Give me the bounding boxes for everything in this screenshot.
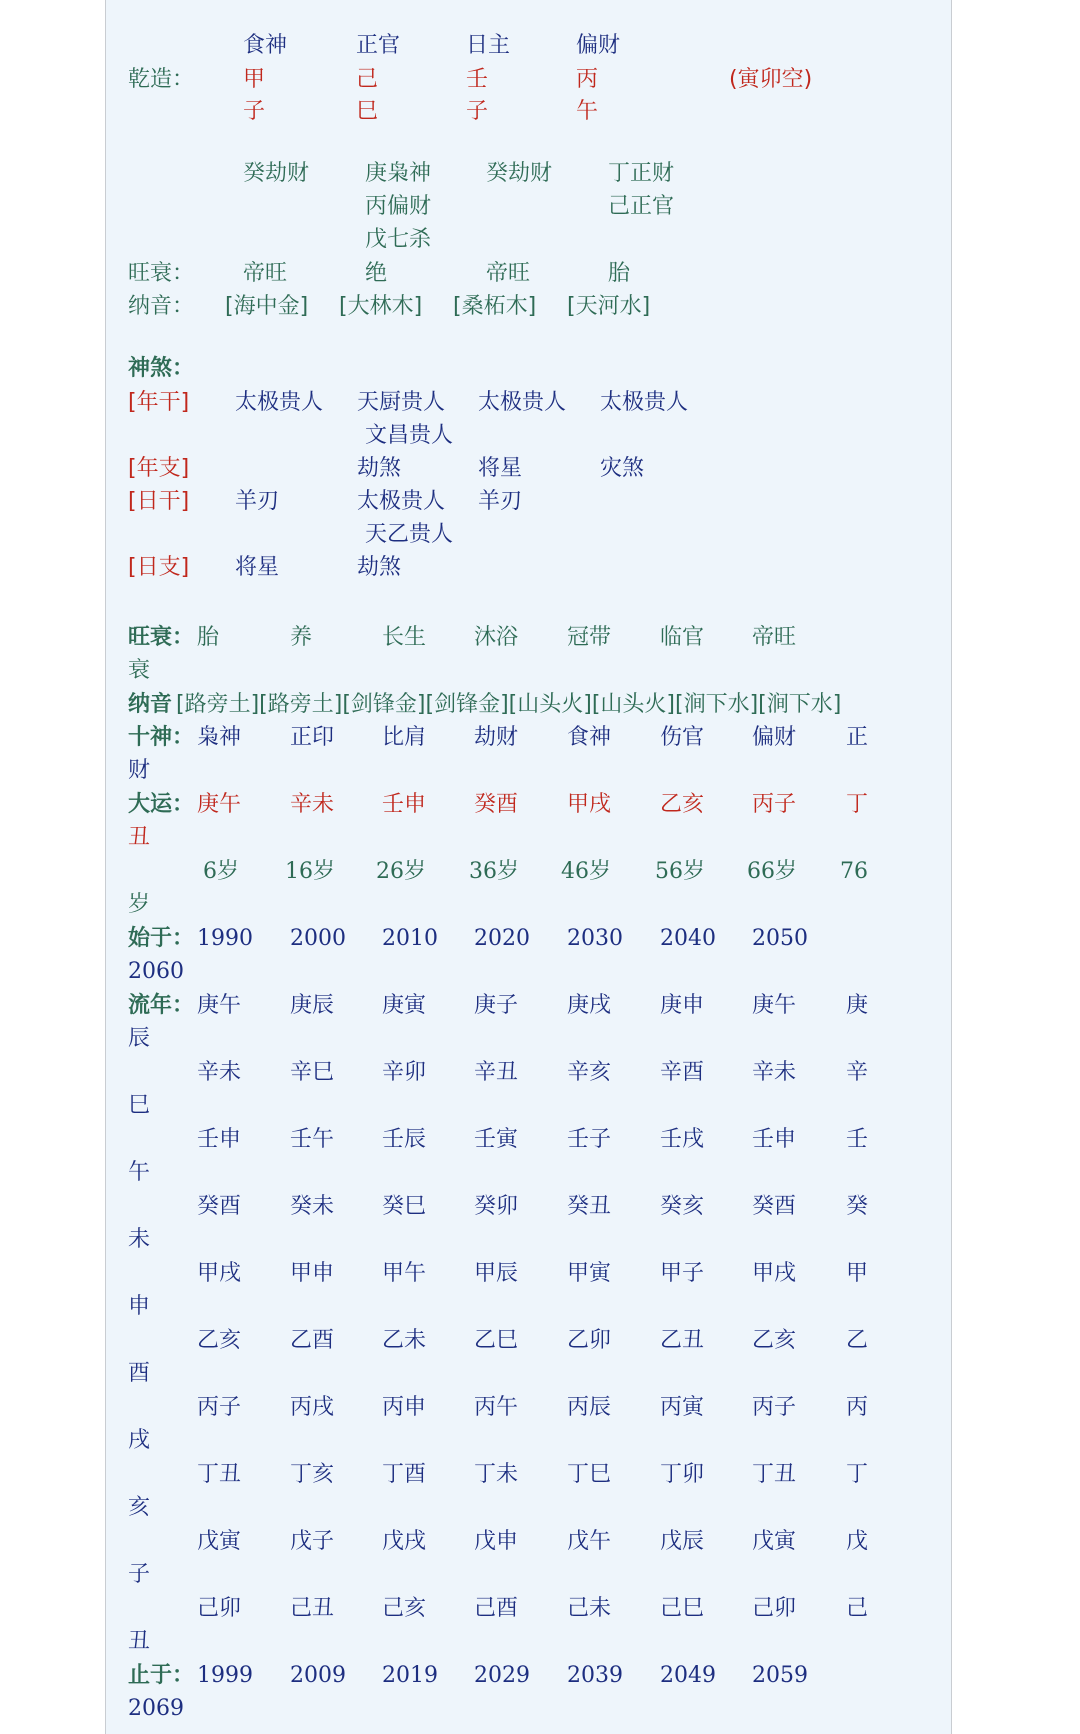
dy-end-4: 2039 (567, 1663, 623, 1688)
dy-shishen-7: 正 (846, 725, 869, 750)
tengod-1: 正官 (356, 33, 401, 58)
dy-wangshuai-0: 胎 (197, 625, 220, 650)
dy-start-5: 2040 (660, 926, 716, 951)
liunian-wrap-5: 酉 (128, 1361, 151, 1386)
liunian-5-5: 乙丑 (660, 1328, 705, 1353)
dy-dayun-6: 丙子 (752, 792, 797, 817)
liunian-9-0: 己卯 (197, 1596, 242, 1621)
liunian-7-1: 丁亥 (290, 1462, 335, 1487)
hidden-stem-0-0: 癸劫财 (243, 161, 310, 186)
nayin-3: [天河水] (567, 294, 651, 319)
dy-shishen-2: 比肩 (382, 725, 427, 750)
wangshuai-2: 帝旺 (486, 261, 531, 286)
dy-end-2: 2019 (382, 1663, 438, 1688)
liunian-wrap-8: 子 (128, 1562, 151, 1587)
liunian-3-6: 癸酉 (752, 1194, 797, 1219)
liunian-9-5: 己巳 (660, 1596, 705, 1621)
dy-dayun-3: 癸酉 (474, 792, 519, 817)
liunian-9-1: 己丑 (290, 1596, 335, 1621)
liunian-9-7: 己 (846, 1596, 869, 1621)
liunian-5-1: 乙酉 (290, 1328, 335, 1353)
dy-end-6: 2059 (752, 1663, 808, 1688)
dy-dayun-7: 丁 (846, 792, 869, 817)
stem-2: 壬 (466, 67, 489, 92)
dy-shishen-3: 劫财 (474, 725, 519, 750)
liunian-0-5: 庚申 (660, 993, 705, 1018)
hidden-stem-1-0: 庚枭神 (365, 161, 432, 186)
liunian-9-6: 己卯 (752, 1596, 797, 1621)
liunian-5-6: 乙亥 (752, 1328, 797, 1353)
shensha-item-3-0-1: 劫煞 (357, 555, 402, 580)
dy-age-2: 26岁 (376, 859, 426, 884)
dy-shishen-6: 偏财 (752, 725, 797, 750)
liunian-1-6: 辛未 (752, 1060, 797, 1085)
dy-nayin: [路旁土][路旁土][剑锋金][剑锋金][山头火][山头火][涧下水][涧下水] (176, 692, 842, 717)
liunian-7-7: 丁 (846, 1462, 869, 1487)
dy-dayun-wrap: 丑 (128, 825, 151, 850)
shensha-item-0-0-1: 天厨贵人 (357, 390, 446, 415)
dy-dayun-0: 庚午 (197, 792, 242, 817)
dy-shishen-label: 十神： (128, 725, 195, 750)
liunian-2-7: 壬 (846, 1127, 869, 1152)
liunian-0-4: 庚戌 (567, 993, 612, 1018)
shensha-label-2: [日干] (128, 489, 190, 514)
liunian-6-5: 丙寅 (660, 1395, 705, 1420)
liunian-4-7: 甲 (846, 1261, 869, 1286)
dy-nayin-label: 纳音 (128, 692, 173, 717)
liunian-2-4: 壬子 (567, 1127, 612, 1152)
dy-wangshuai-5: 临官 (660, 625, 705, 650)
liunian-wrap-6: 戌 (128, 1428, 151, 1453)
dy-wangshuai-3: 沐浴 (474, 625, 519, 650)
liunian-8-5: 戊辰 (660, 1529, 705, 1554)
liunian-1-7: 辛 (846, 1060, 869, 1085)
liunian-8-0: 戊寅 (197, 1529, 242, 1554)
kongwang: (寅卯空) (729, 67, 813, 92)
dy-start-label: 始于： (128, 926, 195, 951)
dy-age-5: 56岁 (655, 859, 705, 884)
shensha-label-1: [年支] (128, 456, 190, 481)
chart-label: 乾造： (128, 67, 195, 92)
liunian-7-5: 丁卯 (660, 1462, 705, 1487)
hidden-stem-2-0: 癸劫财 (486, 161, 553, 186)
dy-end-0: 1999 (197, 1663, 253, 1688)
tengod-2: 日主 (466, 33, 511, 58)
dy-liunian-label: 流年： (128, 993, 195, 1018)
liunian-8-1: 戊子 (290, 1529, 335, 1554)
dy-wangshuai-1: 养 (290, 625, 313, 650)
dy-start-0: 1990 (197, 926, 253, 951)
dy-end-3: 2029 (474, 1663, 530, 1688)
dy-age-4: 46岁 (561, 859, 611, 884)
shensha-item-0-1-1: 文昌贵人 (365, 423, 454, 448)
wangshuai-3: 胎 (608, 261, 631, 286)
dy-dayun-label: 大运： (128, 792, 195, 817)
liunian-1-2: 辛卯 (382, 1060, 427, 1085)
shensha-item-3-0-0: 将星 (235, 555, 280, 580)
stem-3: 丙 (576, 67, 599, 92)
liunian-7-2: 丁酉 (382, 1462, 427, 1487)
liunian-1-0: 辛未 (197, 1060, 242, 1085)
liunian-4-6: 甲戌 (752, 1261, 797, 1286)
nayin-0: [海中金] (225, 294, 309, 319)
liunian-0-3: 庚子 (474, 993, 519, 1018)
liunian-2-2: 壬辰 (382, 1127, 427, 1152)
hidden-stem-3-1: 己正官 (608, 194, 675, 219)
nayin-2: [桑柘木] (453, 294, 537, 319)
dy-start-4: 2030 (567, 926, 623, 951)
dy-dayun-2: 壬申 (382, 792, 427, 817)
liunian-4-1: 甲申 (290, 1261, 335, 1286)
liunian-4-3: 甲辰 (474, 1261, 519, 1286)
liunian-5-0: 乙亥 (197, 1328, 242, 1353)
liunian-3-0: 癸酉 (197, 1194, 242, 1219)
dy-age-0: 6岁 (203, 859, 239, 884)
liunian-3-2: 癸巳 (382, 1194, 427, 1219)
liunian-8-6: 戊寅 (752, 1529, 797, 1554)
dy-wangshuai-6: 帝旺 (752, 625, 797, 650)
dy-end-label: 止于： (128, 1663, 195, 1688)
dy-start-2: 2010 (382, 926, 438, 951)
liunian-8-4: 戊午 (567, 1529, 612, 1554)
dy-wangshuai-4: 冠带 (567, 625, 612, 650)
dy-shishen-4: 食神 (567, 725, 612, 750)
shensha-item-1-0-2: 将星 (478, 456, 523, 481)
dy-start-wrap: 2060 (128, 959, 184, 984)
liunian-0-7: 庚 (846, 993, 869, 1018)
liunian-wrap-9: 丑 (128, 1629, 151, 1654)
shensha-item-2-1-1: 天乙贵人 (365, 522, 454, 547)
dy-end-1: 2009 (290, 1663, 346, 1688)
shensha-item-1-0-1: 劫煞 (357, 456, 402, 481)
dy-end-5: 2049 (660, 1663, 716, 1688)
liunian-2-0: 壬申 (197, 1127, 242, 1152)
shensha-item-2-0-0: 羊刃 (235, 489, 280, 514)
liunian-6-7: 丙 (846, 1395, 869, 1420)
dy-start-3: 2020 (474, 926, 530, 951)
dy-age-1: 16岁 (285, 859, 335, 884)
stem-1: 己 (356, 67, 379, 92)
dy-shishen-5: 伤官 (660, 725, 705, 750)
tengod-0: 食神 (243, 33, 288, 58)
shensha-label-0: [年干] (128, 390, 190, 415)
liunian-7-4: 丁巳 (567, 1462, 612, 1487)
liunian-6-1: 丙戌 (290, 1395, 335, 1420)
dy-start-6: 2050 (752, 926, 808, 951)
liunian-4-4: 甲寅 (567, 1261, 612, 1286)
liunian-7-0: 丁丑 (197, 1462, 242, 1487)
liunian-6-0: 丙子 (197, 1395, 242, 1420)
liunian-5-7: 乙 (846, 1328, 869, 1353)
dy-shishen-0: 枭神 (197, 725, 242, 750)
dy-shishen-1: 正印 (290, 725, 335, 750)
shensha-item-0-0-3: 太极贵人 (600, 390, 689, 415)
liunian-1-4: 辛亥 (567, 1060, 612, 1085)
liunian-2-1: 壬午 (290, 1127, 335, 1152)
liunian-3-3: 癸卯 (474, 1194, 519, 1219)
shensha-item-0-0-0: 太极贵人 (235, 390, 324, 415)
dy-dayun-1: 辛未 (290, 792, 335, 817)
liunian-6-2: 丙申 (382, 1395, 427, 1420)
liunian-2-6: 壬申 (752, 1127, 797, 1152)
hidden-stem-3-0: 丁正财 (608, 161, 675, 186)
liunian-1-3: 辛丑 (474, 1060, 519, 1085)
liunian-3-1: 癸未 (290, 1194, 335, 1219)
shensha-title: 神煞： (128, 356, 195, 381)
dy-age-7: 76 (840, 859, 868, 884)
liunian-9-3: 己酉 (474, 1596, 519, 1621)
liunian-0-0: 庚午 (197, 993, 242, 1018)
shensha-item-2-0-2: 羊刃 (478, 489, 523, 514)
liunian-wrap-0: 辰 (128, 1026, 151, 1051)
wangshuai-1: 绝 (365, 261, 388, 286)
liunian-6-4: 丙辰 (567, 1395, 612, 1420)
dy-end-wrap: 2069 (128, 1696, 184, 1721)
branch-1: 巳 (356, 99, 379, 124)
dy-dayun-4: 甲戌 (567, 792, 612, 817)
stem-0: 甲 (243, 67, 266, 92)
liunian-5-4: 乙卯 (567, 1328, 612, 1353)
liunian-wrap-7: 亥 (128, 1495, 151, 1520)
dy-wangshuai-2: 长生 (382, 625, 427, 650)
liunian-8-3: 戊申 (474, 1529, 519, 1554)
liunian-7-6: 丁丑 (752, 1462, 797, 1487)
liunian-wrap-4: 申 (128, 1294, 151, 1319)
shensha-item-2-0-1: 太极贵人 (357, 489, 446, 514)
liunian-2-3: 壬寅 (474, 1127, 519, 1152)
liunian-5-3: 乙巳 (474, 1328, 519, 1353)
dy-age-3: 36岁 (469, 859, 519, 884)
dy-start-1: 2000 (290, 926, 346, 951)
liunian-0-2: 庚寅 (382, 993, 427, 1018)
liunian-8-2: 戊戌 (382, 1529, 427, 1554)
liunian-2-5: 壬戌 (660, 1127, 705, 1152)
liunian-4-5: 甲子 (660, 1261, 705, 1286)
branch-3: 午 (576, 99, 599, 124)
liunian-9-2: 己亥 (382, 1596, 427, 1621)
liunian-wrap-3: 未 (128, 1227, 151, 1252)
liunian-6-6: 丙子 (752, 1395, 797, 1420)
dy-age-6: 66岁 (747, 859, 797, 884)
liunian-9-4: 己未 (567, 1596, 612, 1621)
liunian-5-2: 乙未 (382, 1328, 427, 1353)
nayin-label: 纳音： (128, 294, 195, 319)
branch-2: 子 (466, 99, 489, 124)
hidden-stem-1-1: 丙偏财 (365, 194, 432, 219)
liunian-0-1: 庚辰 (290, 993, 335, 1018)
wangshuai-label: 旺衰： (128, 261, 195, 286)
hidden-stem-1-2: 戊七杀 (365, 227, 432, 252)
dy-shishen-wrap: 财 (128, 758, 151, 783)
branch-0: 子 (243, 99, 266, 124)
liunian-wrap-1: 巳 (128, 1093, 151, 1118)
shensha-item-1-0-3: 灾煞 (600, 456, 645, 481)
liunian-4-0: 甲戌 (197, 1261, 242, 1286)
liunian-4-2: 甲午 (382, 1261, 427, 1286)
liunian-wrap-2: 午 (128, 1160, 151, 1185)
liunian-1-1: 辛巳 (290, 1060, 335, 1085)
liunian-0-6: 庚午 (752, 993, 797, 1018)
liunian-6-3: 丙午 (474, 1395, 519, 1420)
dy-dayun-5: 乙亥 (660, 792, 705, 817)
shensha-item-0-0-2: 太极贵人 (478, 390, 567, 415)
nayin-1: [大林木] (339, 294, 423, 319)
tengod-3: 偏财 (576, 33, 621, 58)
shensha-label-3: [日支] (128, 555, 190, 580)
liunian-3-5: 癸亥 (660, 1194, 705, 1219)
liunian-7-3: 丁未 (474, 1462, 519, 1487)
dy-wangshuai-wrap: 衰 (128, 658, 151, 683)
liunian-3-7: 癸 (846, 1194, 869, 1219)
liunian-8-7: 戊 (846, 1529, 869, 1554)
dy-age-wrap: 岁 (128, 892, 151, 917)
liunian-1-5: 辛酉 (660, 1060, 705, 1085)
dy-wangshuai-label: 旺衰： (128, 625, 195, 650)
liunian-3-4: 癸丑 (567, 1194, 612, 1219)
wangshuai-0: 帝旺 (243, 261, 288, 286)
